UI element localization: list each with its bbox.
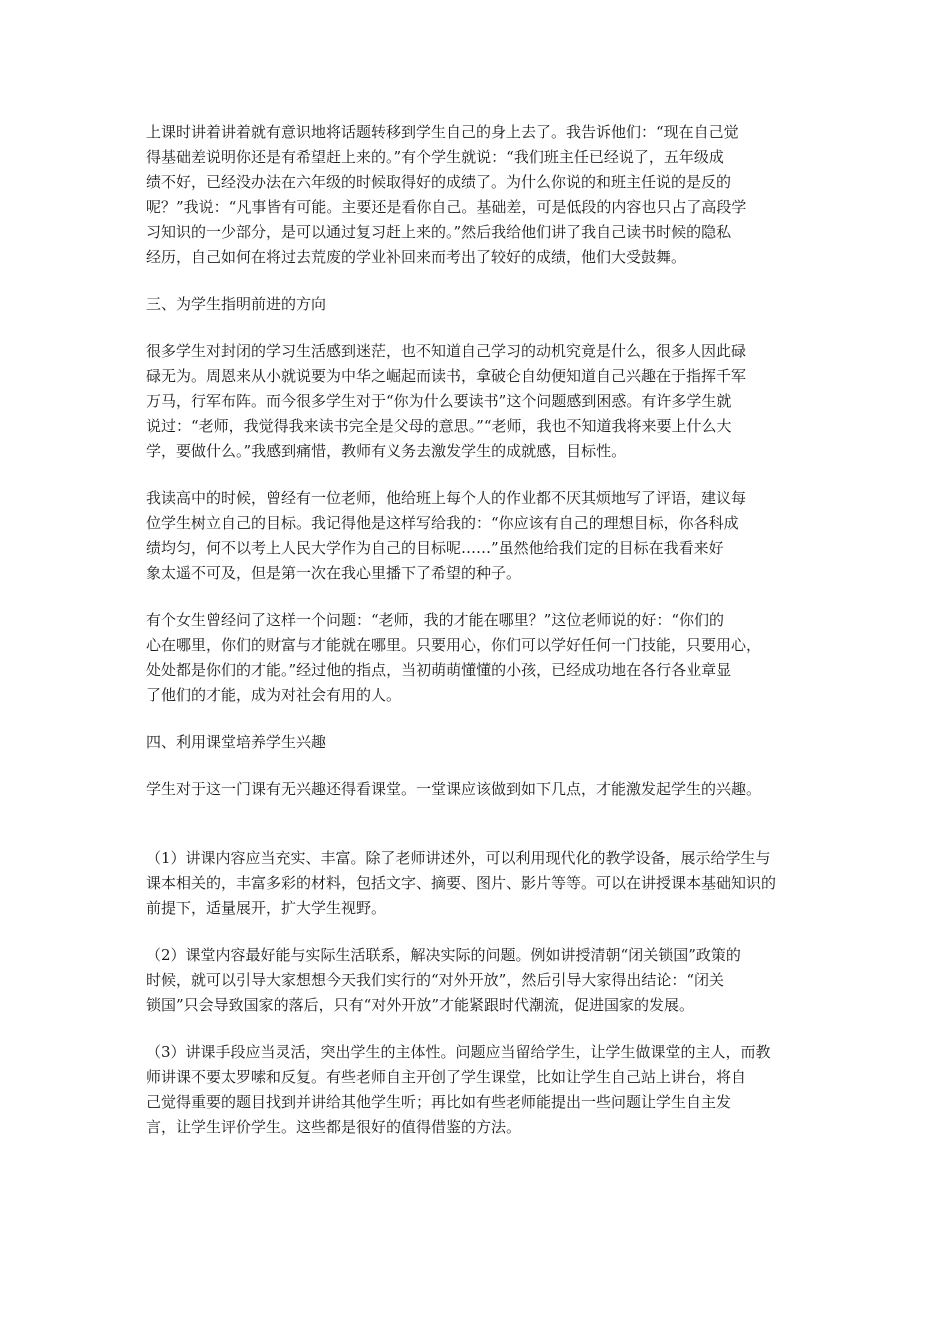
section-heading-3: 三、为学生指明前进的方向 — [146, 295, 327, 313]
paragraph-talent-question: 有个女生曾经问了这样一个问题：“老师，我的才能在哪里？”这位老师说的好：“你们的 心在哪里，你们的财富与才能就在哪里。只要用心，你们可以学好任何一门技能，只要用心， 处处都是你们的才能。”经过他的指点，当初萌萌懂懂的小孩，已经成功地在各行各业章显 了他们的才能，成为对社会有用的人。 — [146, 611, 762, 704]
paragraph-confusion: 很多学生对封闭的学习生活感到迷茫，也不知道自己学习的动机究竟是什么，很多人因此碌 碌无为。周恩来从小就说要为中华之崛起而读书，拿破仑自幼便知道自己兴趣在于指挥千军 万马，行军布阵。而今很多学生对于“你为什么要读书”这个问题感到困惑。有许多学生就 说过：“老师，我觉得我来读书完全是父母的意思。”“老师，我也不知道我将来要上什么大 学，要做什么。”我感到痛惜，教师有义务去激发学生的成就感，目标性。 — [146, 342, 747, 460]
paragraph-classroom-interest: 学生对于这一门课有无兴趣还得看课堂。一堂课应该做到如下几点，才能激发起学生的兴趣。 — [146, 780, 762, 798]
document-page — [146, 120, 810, 1162]
paragraph-intro: 上课时讲着讲着就有意识地将话题转移到学生自己的身上去了。我告诉他们：“现在自己觉 得基础差说明你还是有希望赶上来的。”有个学生就说：“我们班主任已经说了，五年级成 绩不好，已经没办法在六年级的时候取得好的成绩了。为什么你说的和班主任说的是反的 呢？”我说：“凡事皆有可能。主要还是看你自己。基础差，可是低段的内容也只占了高段学 习知识的一少部分，是可以通过复习赶上来的。”然后我给他们讲了我自己读书时候的隐私 经历，自己如何在将过去荒废的学业补回来而考出了较好的成绩，他们大受鼓舞。 — [146, 123, 747, 266]
list-item-1: （1）讲课内容应当充实、丰富。除了老师讲述外，可以利用现代化的教学设备，展示给学生与 课本相关的，丰富多彩的材料，包括文字、摘要、图片、影片等等。可以在讲授课本基础知识的 前提下，适量展开，扩大学生视野。 — [146, 849, 777, 917]
section-heading-4: 四、利用课堂培养学生兴趣 — [146, 733, 327, 751]
paragraph-teacher-story: 我读高中的时候，曾经有一位老师，他给班上每个人的作业都不厌其烦地写了评语，建议每 位学生树立自己的目标。我记得他是这样写给我的：“你应该有自己的理想目标，你各科成 绩均匀，何不以考上人民大学作为自己的目标呢……”虽然他给我们定的目标在我看来好 象太遥不可及，但是第一次在我心里播下了希望的种子。 — [146, 489, 747, 582]
list-item-2: （2）课堂内容最好能与实际生活联系，解决实际的问题。例如讲授清朝“闭关锁国”政策的 时候，就可以引导大家想想今天我们实行的“对外开放”，然后引导大家得出结论：“闭关 锁国”只会导致国家的落后，只有“对外开放”才能紧跟时代潮流，促进国家的发展。 — [146, 946, 741, 1014]
list-item-3: （3）讲课手段应当灵活，突出学生的主体性。问题应当留给学生，让学生做课堂的主人，而教 师讲课不要太罗嗦和反复。有些老师自主开创了学生课堂，比如让学生自己站上讲台，将自 己觉得重要的题目找到并讲给其他学生听；再比如有些老师能提出一些问题让学生自主发 言，让学生评价学生。这些都是很好的值得借鉴的方法。 — [146, 1043, 771, 1136]
